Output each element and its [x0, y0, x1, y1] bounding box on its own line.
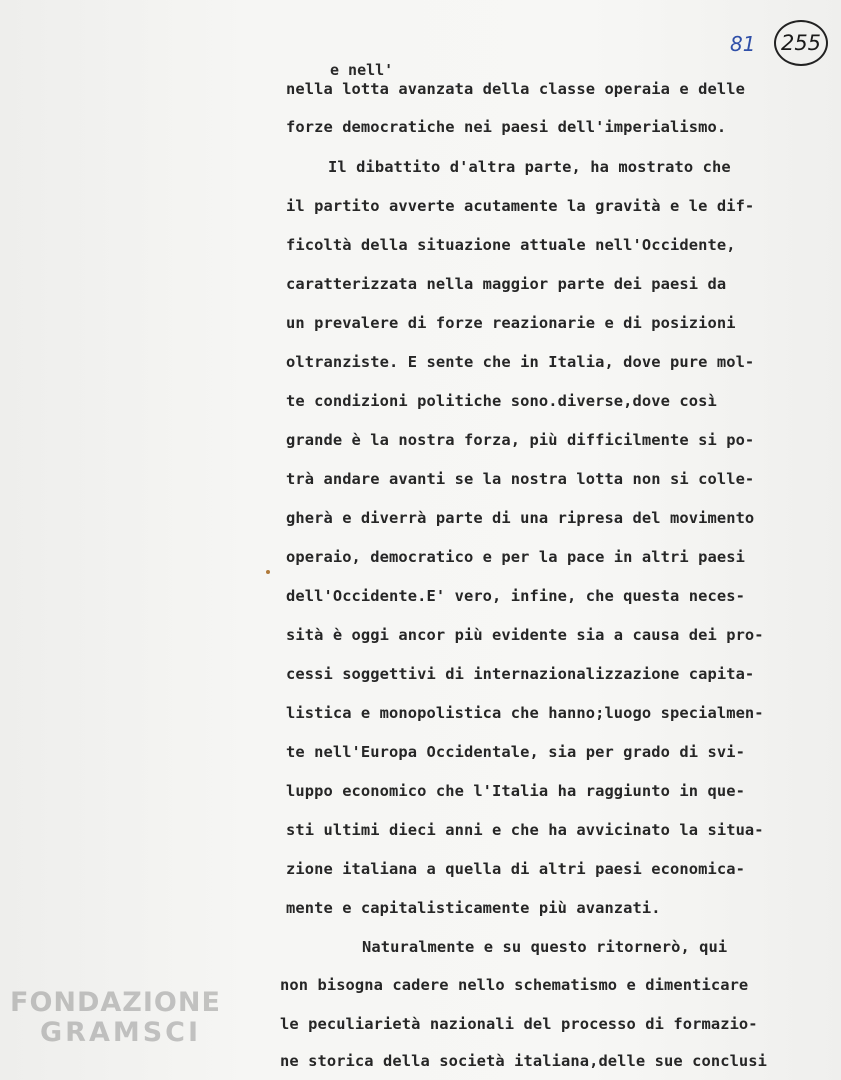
text-line: le peculiarietà nazionali del processo di formazio- — [280, 1015, 758, 1033]
text-line: sità è oggi ancor più evidente sia a causa dei pro- — [286, 626, 764, 644]
text-line: Naturalmente e su questo ritornerò, qui — [362, 938, 728, 956]
watermark-line-1: FONDAZIONE — [10, 987, 221, 1018]
text-line: forze democratiche nei paesi dell'imperialismo. — [286, 118, 727, 136]
text-line: dell'Occidente.E' vero, infine, che questa neces- — [286, 587, 745, 605]
text-line: non bisogna cadere nello schematismo e dimenticare — [280, 976, 749, 994]
text-line: Il dibattito d'altra parte, ha mostrato che — [328, 158, 731, 176]
text-line: un prevalere di forze reazionarie e di posizioni — [286, 314, 736, 332]
text-line: listica e monopolistica che hanno;luogo specialmen- — [286, 704, 764, 722]
text-line: il partito avverte acutamente la gravità e le dif- — [286, 197, 755, 215]
text-line: te nell'Europa Occidentale, sia per grado di svi- — [286, 743, 745, 761]
text-line: mente e capitalisticamente più avanzati. — [286, 899, 661, 917]
text-line: ne storica della società italiana,delle sue conclusi — [280, 1052, 768, 1070]
text-line: nella lotta avanzata della classe operaia e delle — [286, 80, 745, 98]
text-line: luppo economico che l'Italia ha raggiunto in que- — [286, 782, 745, 800]
ink-spot — [266, 570, 270, 574]
fondazione-gramsci-watermark — [10, 987, 221, 1048]
text-line: oltranziste. E sente che in Italia, dove pure mol- — [286, 353, 755, 371]
text-line: caratterizzata nella maggior parte dei paesi da — [286, 275, 727, 293]
text-line: grande è la nostra forza, più difficilmente si po- — [286, 431, 755, 449]
page-number-annotation: 81 — [730, 32, 756, 56]
text-line: operaio, democratico e per la pace in altri paesi — [286, 548, 745, 566]
circled-page-number: 255 — [774, 20, 828, 66]
watermark-line-2: GRAMSCI — [40, 1017, 202, 1048]
text-line: zione italiana a quella di altri paesi economica- — [286, 860, 745, 878]
handwritten-insertion: e nell' — [330, 61, 394, 79]
text-line: gherà e diverrà parte di una ripresa del movimento — [286, 509, 755, 527]
text-line: cessi soggettivi di internazionalizzazione capita- — [286, 665, 755, 683]
text-line: sti ultimi dieci anni e che ha avvicinato la situa- — [286, 821, 764, 839]
text-line: trà andare avanti se la nostra lotta non si colle- — [286, 470, 755, 488]
text-line: ficoltà della situazione attuale nell'Occidente, — [286, 236, 736, 254]
text-line: te condizioni politiche sono.diverse,dove così — [286, 392, 717, 410]
